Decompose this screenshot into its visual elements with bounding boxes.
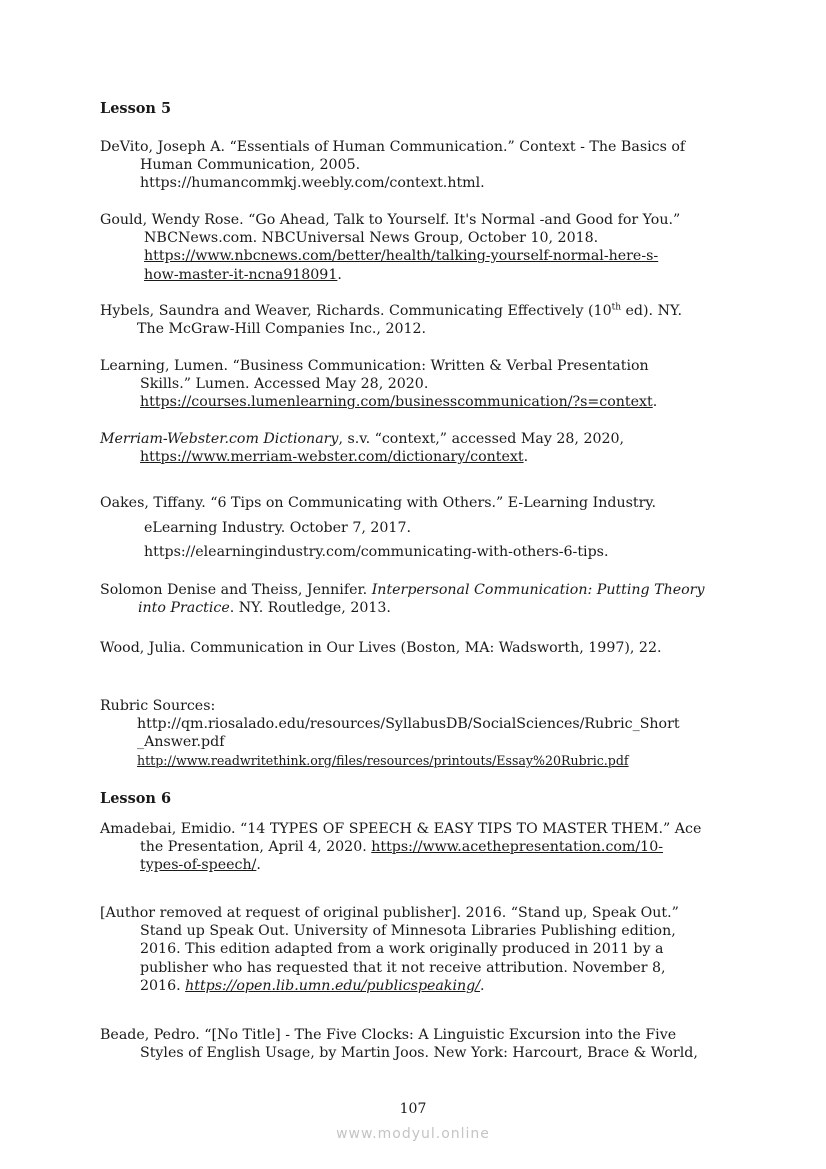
reference-solomon [100, 581, 730, 617]
reference-gould [100, 211, 730, 284]
ref-line: Oakes, Tiffany. “6 Tips on Communicating with Others.” E-Learning Industry. [100, 495, 657, 511]
punct: . [337, 266, 342, 283]
reference-devito [100, 138, 730, 193]
punct: . [652, 394, 658, 411]
reference-wood [100, 639, 730, 657]
rubric-url: _Answer.pdf [137, 734, 225, 751]
reference-merriam [100, 430, 730, 466]
ref-url: https://elearningindustry.com/communicating-with-others-6-tips. [144, 544, 609, 560]
watermark: www.modyul.online [336, 1126, 490, 1142]
rubric-sources [100, 697, 730, 770]
ref-text: Solomon Denise and Theiss, Jennifer. [100, 582, 372, 598]
ref-line: eLearning Industry. October 7, 2017. [144, 519, 411, 536]
ace-link-part2[interactable]: types-of-speech/ [140, 857, 257, 874]
ref-line: The McGraw-Hill Companies Inc., 2012. [137, 321, 427, 338]
gould-link-part2[interactable]: how-master-it-ncna918091 [144, 266, 338, 283]
reference-amadebai [100, 820, 730, 875]
lesson-5-heading: Lesson 5 [100, 100, 172, 117]
ref-text: ed). NY. [621, 303, 683, 319]
reference-beade [100, 1026, 730, 1062]
merriam-link[interactable]: https://www.merriam-webster.com/dictionary/context [140, 449, 524, 466]
gould-link-part1[interactable]: https://www.nbcnews.com/better/health/talking-yourself-normal-here-s- [144, 248, 659, 265]
ref-title: Interpersonal Communication: Putting Theory [371, 582, 705, 598]
rubric-label: Rubric Sources: [100, 698, 216, 714]
ref-line: Stand up Speak Out. University of Minnesota Libraries Publishing edition, [140, 923, 676, 940]
ref-line: publisher who has requested that it not receive attribution. November 8, [140, 959, 666, 976]
ref-line: Gould, Wendy Rose. “Go Ahead, Talk to Yourself. It's Normal -and Good for You.” [100, 212, 681, 228]
punct: . [480, 977, 485, 994]
page-number: 107 [399, 1101, 427, 1117]
reference-learning [100, 357, 730, 412]
punct: . [523, 449, 529, 466]
ref-line: Amadebai, Emidio. “14 TYPES OF SPEECH & EASY TIPS TO MASTER THEM.” Ace [100, 821, 702, 837]
ref-line: NBCNews.com. NBCUniversal News Group, October 10, 2018. [144, 230, 599, 247]
ref-title: into Practice [138, 600, 230, 617]
lesson-6-heading: Lesson 6 [100, 790, 172, 807]
reference-hybels [100, 302, 730, 338]
ref-url: https://humancommkj.weebly.com/context.html. [140, 175, 485, 192]
ace-link-part1[interactable]: https://www.acethepresentation.com/10- [371, 839, 664, 856]
reference-author-removed [100, 904, 730, 995]
ref-line: Wood, Julia. Communication in Our Lives (Boston, MA: Wadsworth, 1997), 22. [100, 640, 662, 656]
ref-title: Merriam-Webster.com Dictionary [100, 431, 339, 447]
readwritethink-link[interactable]: http://www.readwritethink.org/files/resources/printouts/Essay%20Rubric.pdf [137, 752, 629, 768]
ref-line: DeVito, Joseph A. “Essentials of Human Communication.” Context - The Basics of [100, 139, 686, 155]
superscript: th [611, 302, 622, 313]
ref-text: the Presentation, April 4, 2020. [140, 839, 372, 856]
ref-line: Human Communication, 2005. [140, 157, 361, 174]
ref-text: Hybels, Saundra and Weaver, Richards. Communicating Effectively (10 [100, 303, 612, 319]
umn-link[interactable]: https://open.lib.umn.edu/publicspeaking/ [185, 977, 481, 994]
ref-text: 2016. [140, 977, 186, 994]
ref-text: , s.v. “context,” accessed May 28, 2020, [338, 431, 625, 447]
lumen-link[interactable]: https://courses.lumenlearning.com/businesscommunication/?s=context [140, 394, 653, 411]
ref-line: Skills.” Lumen. Accessed May 28, 2020. [140, 376, 429, 393]
ref-text: . NY. Routledge, 2013. [229, 600, 391, 617]
ref-line: Beade, Pedro. “[No Title] - The Five Clocks: A Linguistic Excursion into the Five [100, 1027, 677, 1043]
ref-line: [Author removed at request of original publisher]. 2016. “Stand up, Speak Out.” [100, 905, 679, 921]
punct: . [256, 857, 261, 874]
reference-oakes [100, 491, 730, 565]
ref-line: Styles of English Usage, by Martin Joos. New York: Harcourt, Brace & World, [140, 1045, 698, 1062]
rubric-url: http://qm.riosalado.edu/resources/SyllabusDB/SocialSciences/Rubric_Short [137, 716, 680, 733]
ref-line: 2016. This edition adapted from a work originally produced in 2011 by a [140, 941, 664, 958]
ref-line: Learning, Lumen. “Business Communication: Written & Verbal Presentation [100, 358, 649, 374]
